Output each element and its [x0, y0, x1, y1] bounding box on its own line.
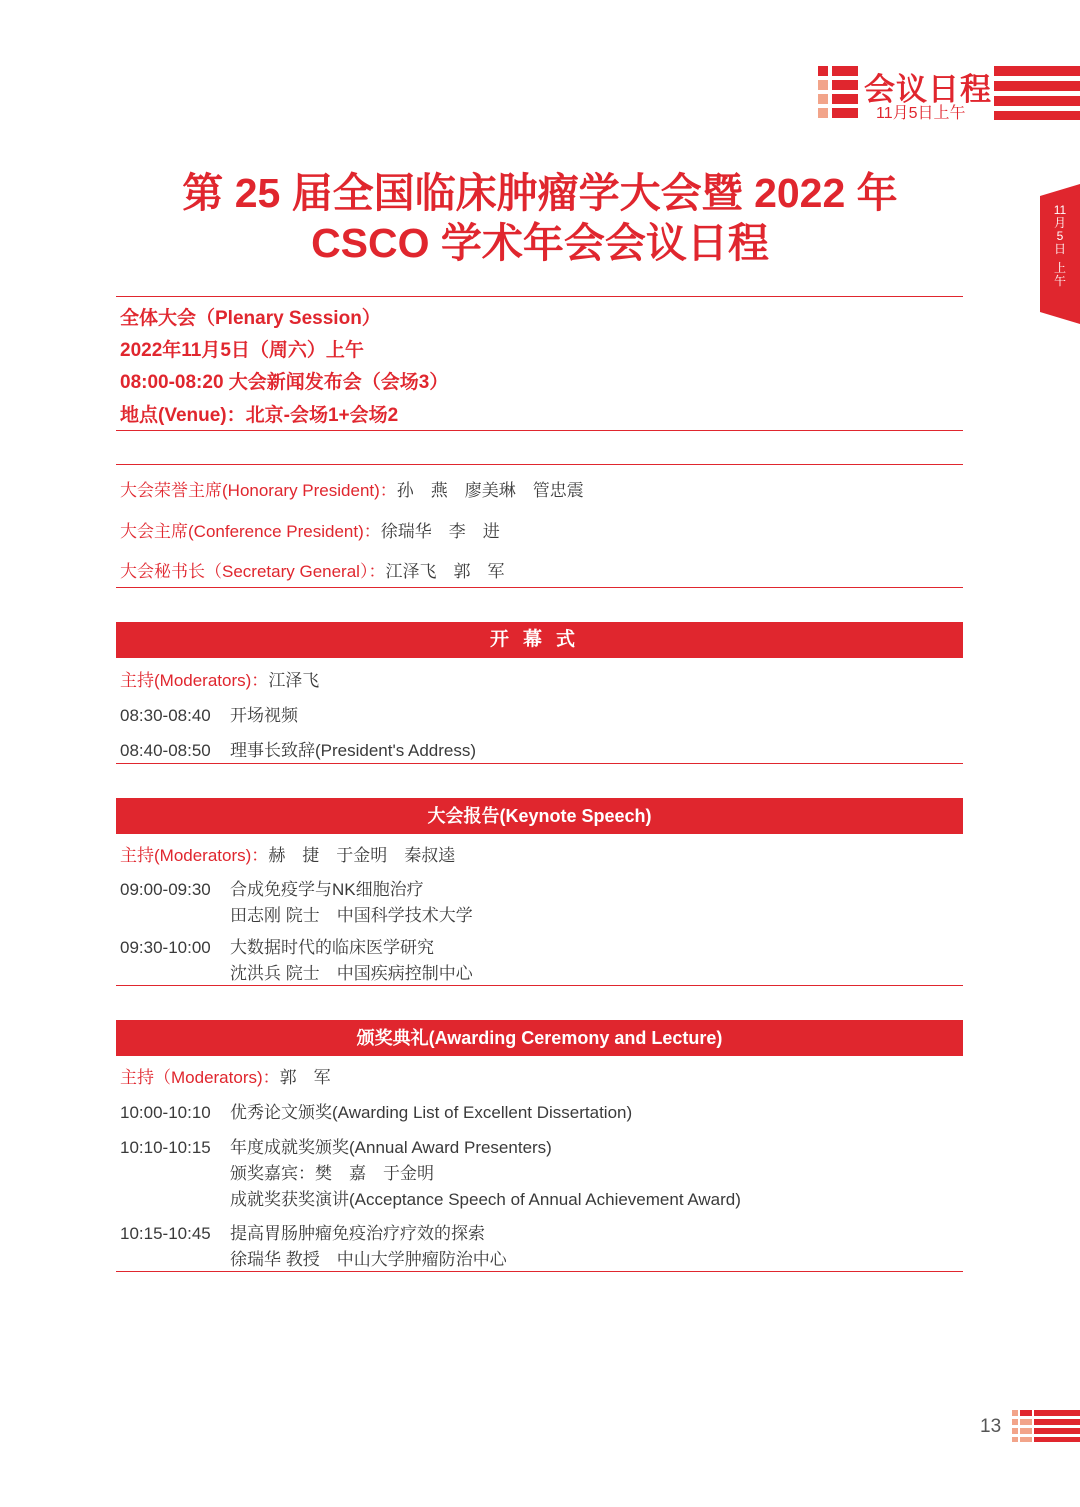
schedule-item: 10:00-10:10 优秀论文颁奖(Awarding List of Excellent Dissertation) [120, 1103, 633, 1122]
footer-bars [1034, 1410, 1080, 1442]
schedule-item: 08:30-08:40 开场视频 [120, 706, 298, 725]
header-title: 会议日程 [864, 72, 992, 107]
schedule-item: 10:15-10:45 提高胃肠肿瘤免疫治疗疗效的探索 [120, 1224, 485, 1243]
side-tab-text: 11 月 5 日 上 午 [1053, 203, 1067, 288]
speaker-info: 田志刚 院士 中国科学技术大学 [230, 906, 473, 925]
official-secretary-general: 大会秘书长（Secretary General）：江泽飞 郭 军 [120, 562, 505, 581]
section-header-keynote: 大会报告(Keynote Speech) [116, 798, 963, 834]
header-logo-blocks [818, 66, 858, 118]
divider [116, 587, 963, 588]
divider [116, 763, 963, 764]
award-moderators: 主持（Moderators)：郭 军 [120, 1068, 331, 1087]
divider [116, 1271, 963, 1272]
page-title-line-1: 第 25 届全国临床肿瘤学大会暨 2022 年 [182, 170, 898, 216]
speaker-info: 徐瑞华 教授 中山大学肿瘤防治中心 [230, 1250, 507, 1269]
plenary-session-title: 全体大会（Plenary Session） [120, 308, 381, 329]
plenary-venue: 地点(Venue)：北京-会场1+会场2 [120, 405, 399, 426]
official-honorary-president: 大会荣誉主席(Honorary President)：孙 燕 廖美琳 管忠震 [120, 481, 584, 500]
divider [116, 296, 963, 297]
speaker-info: 沈洪兵 院士 中国疾病控制中心 [230, 964, 473, 983]
divider [116, 985, 963, 986]
divider [116, 430, 963, 431]
schedule-item: 09:00-09:30 合成免疫学与NK细胞治疗 [120, 880, 424, 899]
official-conference-president: 大会主席(Conference President)：徐瑞华 李 进 [120, 522, 500, 541]
header-subtitle: 11月5日上午 [876, 105, 966, 122]
plenary-date: 2022年11月5日（周六）上午 [120, 340, 364, 361]
schedule-item: 09:30-10:00 大数据时代的临床医学研究 [120, 938, 434, 957]
page-number: 13 [980, 1416, 1002, 1437]
acceptance-speech: 成就奖获奖演讲(Acceptance Speech of Annual Achievement Award) [230, 1190, 741, 1209]
header-bars [994, 66, 1080, 120]
plenary-press-conference: 08:00-08:20 大会新闻发布会（会场3） [120, 372, 449, 393]
schedule-item: 10:10-10:15 年度成就奖颁奖(Annual Award Presenters) [120, 1138, 552, 1157]
award-presenters: 颁奖嘉宾：樊 嘉 于金明 [230, 1164, 434, 1183]
footer-logo-blocks [1012, 1410, 1032, 1442]
divider [116, 464, 963, 465]
section-header-opening: 开幕式 [116, 622, 963, 658]
keynote-moderators: 主持(Moderators)：赫 捷 于金明 秦叔逵 [120, 846, 456, 865]
page-title-line-2: CSCO 学术年会会议日程 [311, 220, 769, 266]
section-header-award: 颁奖典礼(Awarding Ceremony and Lecture) [116, 1020, 963, 1056]
page-title [0, 168, 1080, 268]
opening-moderators: 主持(Moderators)：江泽飞 [120, 671, 320, 690]
schedule-item: 08:40-08:50 理事长致辞(President's Address) [120, 741, 477, 760]
